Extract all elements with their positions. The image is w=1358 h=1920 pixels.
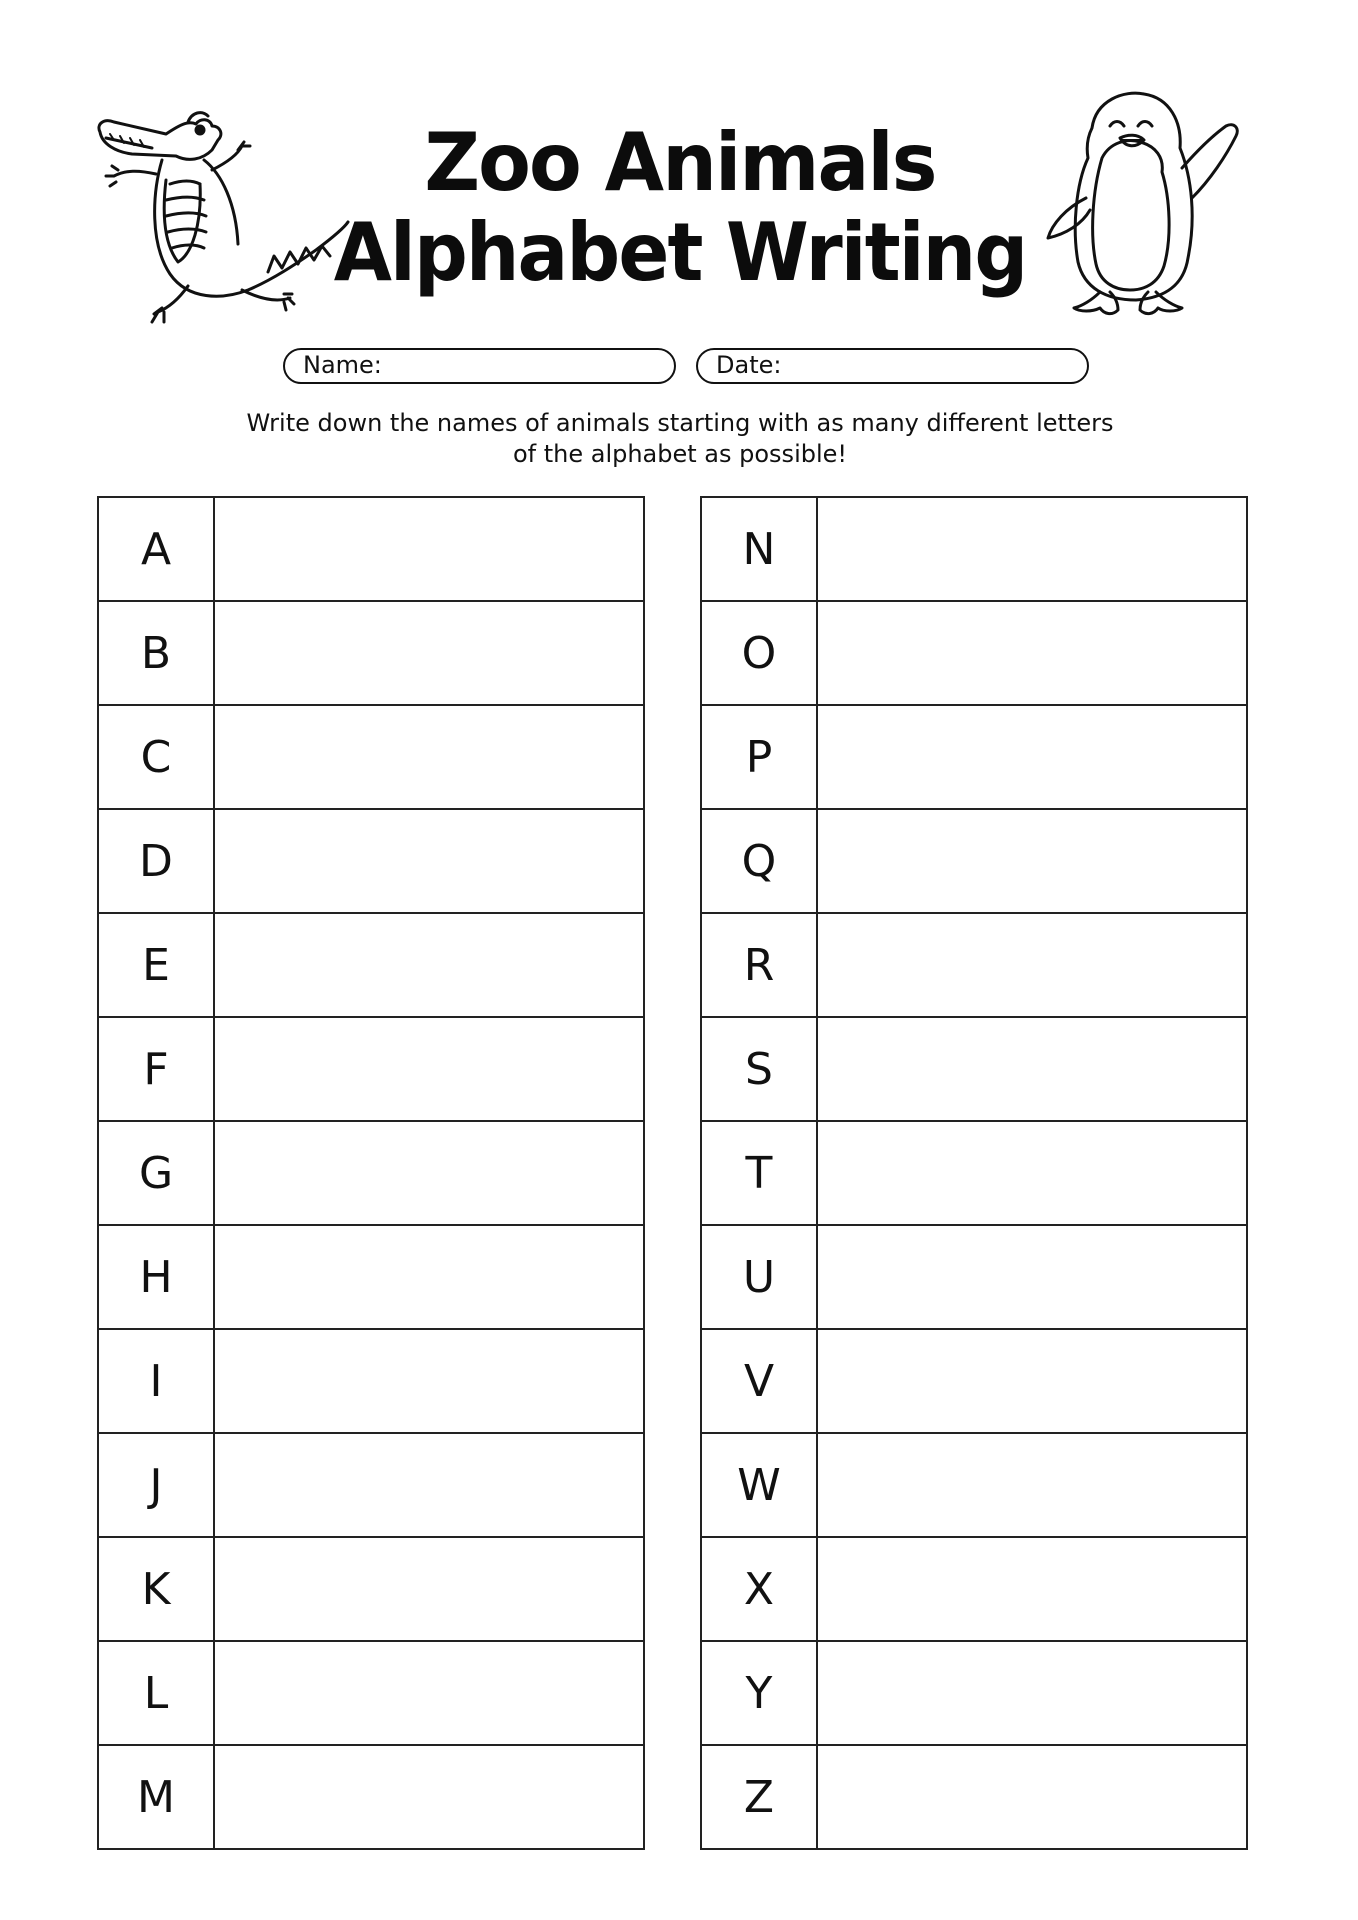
letter-row: [702, 914, 1246, 1018]
letter-cell: S: [702, 1018, 818, 1120]
letter-row: [99, 1746, 643, 1848]
letter-row: [99, 1642, 643, 1746]
answer-cell[interactable]: [215, 914, 643, 1016]
answer-cell[interactable]: [818, 706, 1246, 808]
answer-cell[interactable]: [215, 1538, 643, 1640]
answer-cell[interactable]: [215, 706, 643, 808]
answer-cell[interactable]: [818, 1330, 1246, 1432]
letter-row: [702, 602, 1246, 706]
letter-row: [99, 1330, 643, 1434]
letter-row: [702, 810, 1246, 914]
answer-cell[interactable]: [215, 1122, 643, 1224]
letter-cell: E: [99, 914, 215, 1016]
letter-row: [99, 602, 643, 706]
letter-row: [702, 1018, 1246, 1122]
letter-row: [702, 1538, 1246, 1642]
answer-cell[interactable]: [215, 1746, 643, 1848]
letter-cell: X: [702, 1538, 818, 1640]
letter-cell: I: [99, 1330, 215, 1432]
letter-cell: N: [702, 498, 818, 600]
answer-cell[interactable]: [818, 1018, 1246, 1120]
name-field[interactable]: [283, 348, 676, 384]
letter-row: [702, 1746, 1246, 1848]
date-field[interactable]: [696, 348, 1089, 384]
instructions-line-1: Write down the names of animals starting with as many different letters: [246, 409, 1114, 437]
letter-row: [702, 706, 1246, 810]
letter-row: [99, 706, 643, 810]
letter-row: [99, 1122, 643, 1226]
letter-cell: A: [99, 498, 215, 600]
worksheet-title: [300, 118, 1060, 298]
letter-row: [99, 498, 643, 602]
letter-row: [702, 1226, 1246, 1330]
answer-cell[interactable]: [215, 810, 643, 912]
letter-row: [99, 810, 643, 914]
answer-cell[interactable]: [818, 498, 1246, 600]
answer-cell[interactable]: [818, 602, 1246, 704]
letter-cell: P: [702, 706, 818, 808]
name-label: Name:: [303, 351, 382, 379]
letter-cell: K: [99, 1538, 215, 1640]
letter-row: [99, 1226, 643, 1330]
letter-grid-right: [700, 496, 1248, 1850]
answer-cell[interactable]: [818, 1538, 1246, 1640]
title-line-1: Zoo Animals: [424, 116, 936, 209]
penguin-illustration: [1036, 88, 1248, 322]
answer-cell[interactable]: [818, 1642, 1246, 1744]
answer-cell[interactable]: [818, 1122, 1246, 1224]
title-line-2: Alphabet Writing: [333, 206, 1027, 299]
answer-cell[interactable]: [818, 1226, 1246, 1328]
letter-cell: C: [99, 706, 215, 808]
answer-cell[interactable]: [818, 914, 1246, 1016]
answer-cell[interactable]: [215, 498, 643, 600]
letter-cell: D: [99, 810, 215, 912]
letter-cell: T: [702, 1122, 818, 1224]
answer-cell[interactable]: [818, 810, 1246, 912]
letter-cell: Q: [702, 810, 818, 912]
letter-grid-left: [97, 496, 645, 1850]
answer-cell[interactable]: [215, 602, 643, 704]
letter-row: [702, 1642, 1246, 1746]
instructions-line-2: of the alphabet as possible!: [512, 440, 848, 468]
letter-cell: Z: [702, 1746, 818, 1848]
letter-cell: R: [702, 914, 818, 1016]
date-label: Date:: [716, 351, 782, 379]
letter-row: [702, 1122, 1246, 1226]
letter-cell: G: [99, 1122, 215, 1224]
letter-row: [702, 498, 1246, 602]
instructions: [180, 408, 1180, 470]
answer-cell[interactable]: [215, 1434, 643, 1536]
answer-cell[interactable]: [215, 1642, 643, 1744]
letter-row: [99, 1434, 643, 1538]
letter-cell: Y: [702, 1642, 818, 1744]
answer-cell[interactable]: [215, 1018, 643, 1120]
letter-row: [99, 1018, 643, 1122]
letter-cell: B: [99, 602, 215, 704]
letter-cell: W: [702, 1434, 818, 1536]
answer-cell[interactable]: [215, 1330, 643, 1432]
letter-cell: J: [99, 1434, 215, 1536]
letter-row: [99, 1538, 643, 1642]
letter-cell: L: [99, 1642, 215, 1744]
letter-cell: V: [702, 1330, 818, 1432]
letter-cell: O: [702, 602, 818, 704]
letter-cell: F: [99, 1018, 215, 1120]
letter-cell: H: [99, 1226, 215, 1328]
letter-row: [99, 914, 643, 1018]
letter-row: [702, 1434, 1246, 1538]
answer-cell[interactable]: [818, 1434, 1246, 1536]
answer-cell[interactable]: [818, 1746, 1246, 1848]
answer-cell[interactable]: [215, 1226, 643, 1328]
letter-cell: M: [99, 1746, 215, 1848]
letter-row: [702, 1330, 1246, 1434]
letter-cell: U: [702, 1226, 818, 1328]
